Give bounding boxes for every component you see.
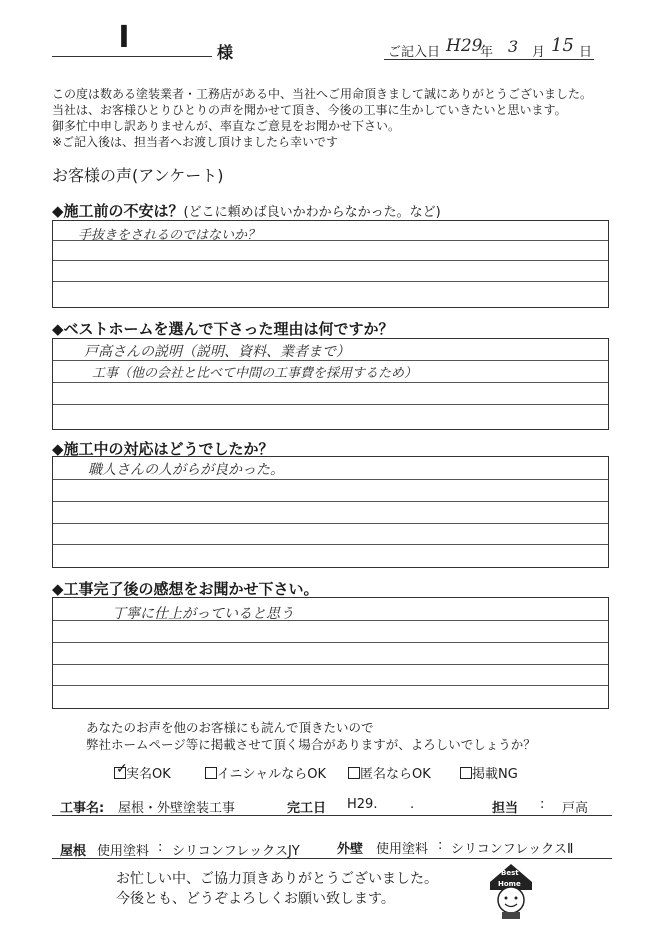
year-suffix: 年 (480, 45, 494, 60)
answer-3-text: 職人さんの人がらが良かった。 (88, 462, 284, 478)
closing-line-1: お忙しい中、ご協力頂きありがとうございました。 (116, 871, 438, 887)
roof-paint-value: シリコンフレックスJY (172, 844, 300, 859)
best-home-logo (488, 860, 534, 920)
question-4 (52, 578, 319, 599)
honorific: 様 (217, 43, 234, 62)
month-suffix: 月 (532, 45, 546, 60)
staff-value: 戸高 (562, 801, 589, 816)
answer-4-text: 丁寧に仕上がっていると思う (112, 606, 294, 622)
answer-2-text-1: 戸高さんの説明（説明、資料、業者まで） (84, 344, 350, 360)
answer-row (53, 241, 608, 261)
done-dot: . (410, 797, 415, 812)
option-label: イニシャルならOK (217, 767, 326, 782)
option-initials[interactable] (205, 763, 326, 782)
roof-label: 屋根 (60, 844, 87, 859)
day-suffix: 日 (579, 45, 593, 60)
date-year: H29 (446, 36, 483, 56)
answer-row (53, 282, 608, 305)
work-name-label: 工事名: (60, 801, 105, 816)
answer-row (53, 545, 608, 565)
checkbox-checked-icon[interactable]: ✓ (116, 761, 128, 777)
answer-row (53, 524, 608, 545)
question-1 (52, 200, 441, 221)
customer-name: I (118, 20, 130, 55)
answer-row (53, 643, 608, 665)
wall-sep: : (438, 838, 443, 853)
date-underline (384, 59, 594, 60)
option-label: 掲載NG (472, 767, 518, 782)
roof-paint-label: 使用塗料 (97, 844, 150, 859)
logo-text-2: Home (498, 880, 521, 888)
answer-row (53, 621, 608, 643)
closing-line-2: 今後とも、どうぞよろしくお願い致します。 (116, 891, 395, 907)
work-underline (52, 815, 612, 816)
answer-row (53, 686, 608, 706)
date-day: 15 (551, 35, 574, 56)
question-2 (52, 318, 394, 339)
question-4-label: ◆工事完了後の感想をお聞かせ下さい。 (52, 580, 319, 598)
answer-row (53, 665, 608, 686)
wall-label: 外壁 (337, 842, 364, 857)
done-value: H29. (347, 797, 378, 812)
date-month: 3 (508, 37, 519, 56)
question-1-label: ◆施工前の不安は？ (52, 202, 184, 220)
option-real-name[interactable] (114, 763, 171, 782)
wall-paint-label: 使用塗料 (376, 842, 429, 857)
option-anonymous[interactable] (348, 763, 431, 782)
answer-row (53, 502, 608, 524)
option-label: 匿名ならOK (360, 767, 431, 782)
date-label: ご記入日 (388, 45, 441, 60)
publish-line-2: 弊社ホームページ等に掲載させて頂く場合がありますが、よろしいでしょうか？ (86, 737, 536, 752)
checkbox-icon[interactable] (348, 767, 360, 779)
intro-line: ※ご記入後は、担当者へお渡し頂けましたら幸いです (52, 135, 339, 149)
answer-1-text: 手抜きをされるのではないか？ (78, 228, 261, 243)
intro-line: 御多忙中申し訳ありませんが、率直なご意見をお聞かせ下さい。 (52, 119, 401, 133)
work-name-value: 屋根・外壁塗装工事 (118, 801, 236, 816)
done-label: 完工日 (287, 801, 327, 816)
roof-sep: : (158, 840, 163, 855)
publish-line-1: あなたのお声を他のお客様にも読んで頂きたいので (86, 720, 374, 735)
option-no-publish[interactable] (460, 763, 518, 782)
survey-title: お客様の声(アンケート) (52, 166, 224, 185)
answer-row (53, 383, 608, 405)
logo-text-1: Best (501, 869, 519, 877)
answer-row (53, 405, 608, 427)
paint-underline (52, 858, 612, 859)
staff-label: 担当 (492, 801, 519, 816)
name-underline (52, 56, 212, 57)
checkbox-icon[interactable] (205, 767, 217, 779)
answer-row (53, 480, 608, 502)
answer-row (53, 261, 608, 282)
question-2-label: ◆ベストホームを選んで下さった理由は何ですか？ (52, 320, 394, 338)
option-label: 実名OK (126, 767, 171, 782)
answer-2-text-2: 工事（他の会社と比べて中間の工事費を採用するため） (92, 366, 418, 381)
intro-line: この度は数ある塗装業者・工務店がある中、当社へご用命頂きまして誠にありがとうございました。 (52, 87, 593, 101)
staff-sep: : (540, 797, 545, 812)
intro-text (52, 86, 592, 150)
wall-paint-value: シリコンフレックスⅡ (451, 842, 574, 857)
checkbox-icon[interactable] (460, 767, 472, 779)
intro-line: 当社は、お客様ひとりひとりの声を聞かせて頂き、今後の工事に生かしていきたいと思います。 (52, 103, 567, 117)
question-3-label: ◆施工中の対応はどうでしたか？ (52, 440, 274, 458)
question-1-sub: (どこに頼めば良いかわからなかった。など) (183, 205, 441, 220)
